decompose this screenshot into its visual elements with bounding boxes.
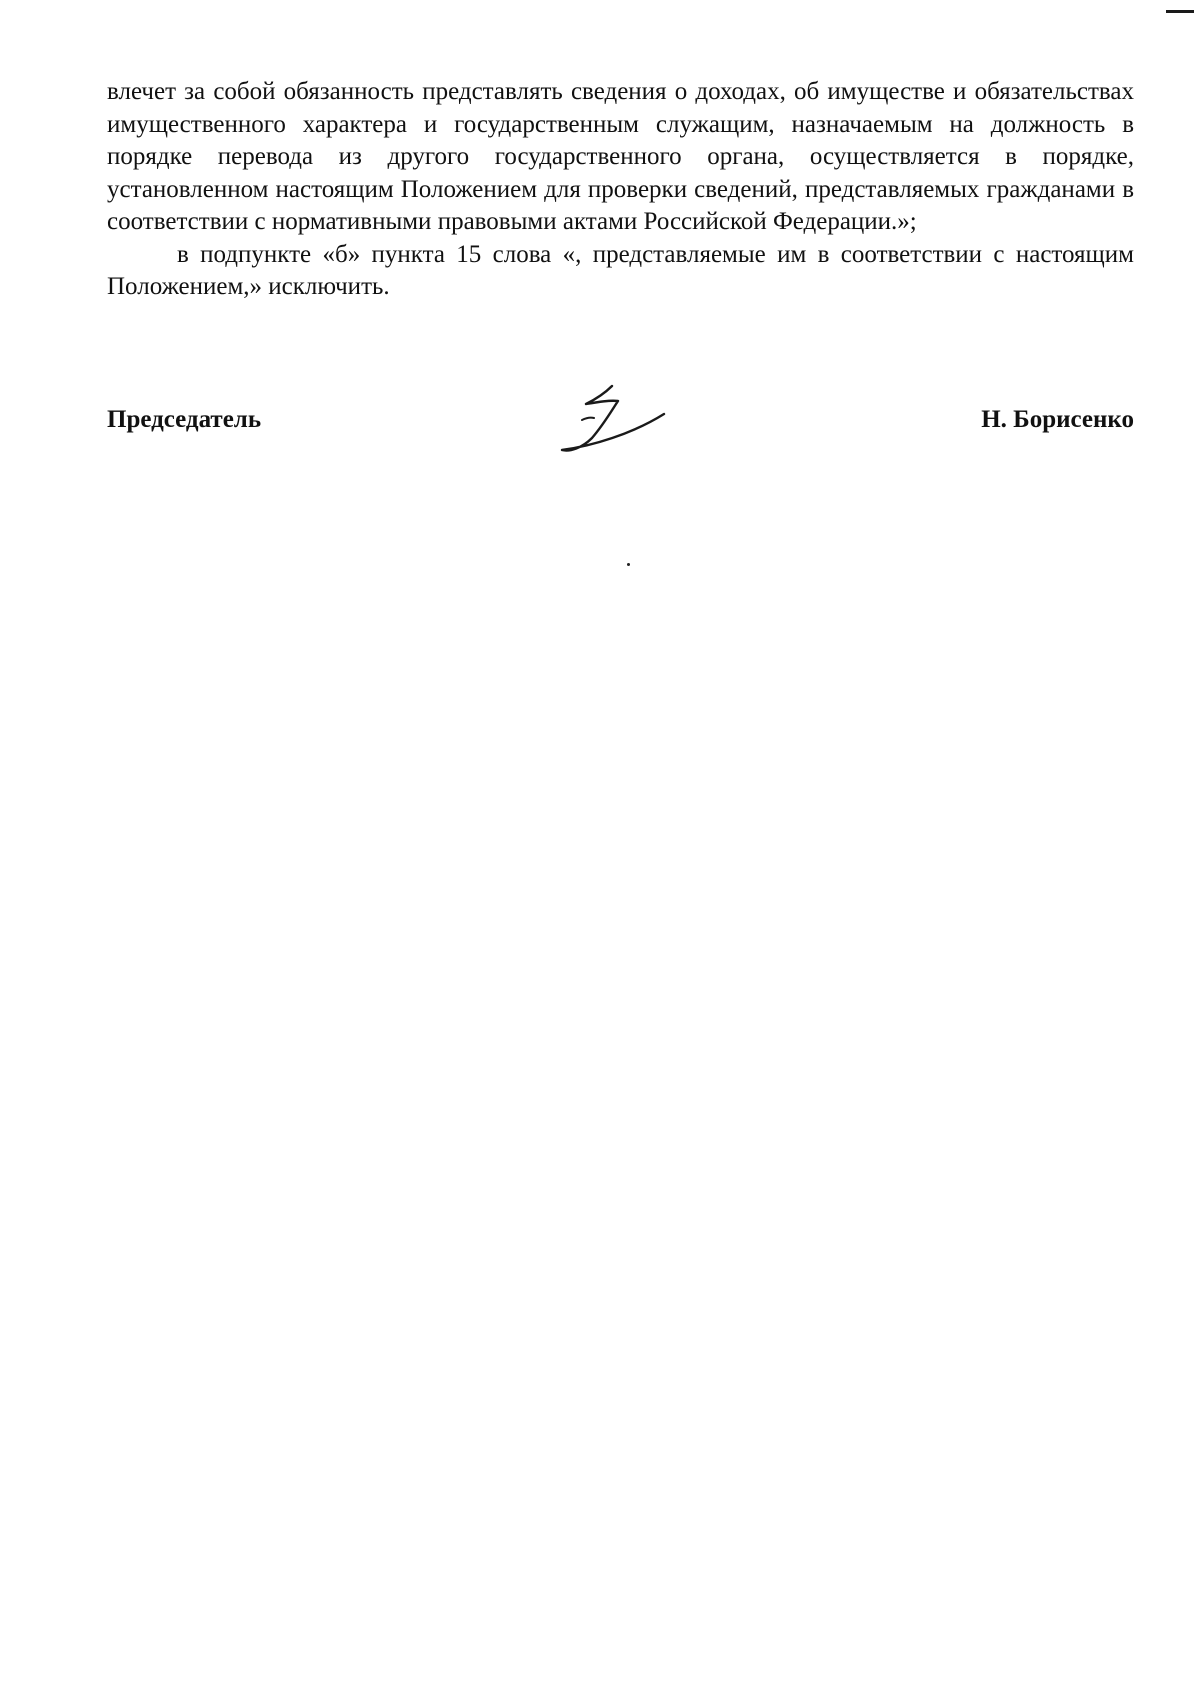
- document-body: [107, 76, 1134, 304]
- page-edge-mark: [1166, 10, 1194, 13]
- handwritten-signature: [552, 380, 682, 458]
- signatory-name: Н. Борисенко: [981, 406, 1134, 433]
- signatory-title: Председатель: [107, 406, 262, 433]
- paragraph-continuation: влечет за собой обязанность представлять сведения о доходах, об имуществе и обязательствах имущественного характера и государственным служащим, назначаемым на должность в порядке перевода из другого государственного органа, осуществляется в порядке, установленном настоящим Положением для проверки сведений, представляемых гражданами в соответствии с нормативными правовыми актами Российской Федерации.»;: [107, 78, 1134, 235]
- paragraph-amendment: в подпункте «б» пункта 15 слова «, представляемые им в соответствии с настоящим Положением,» исключить.: [107, 240, 1134, 300]
- signature-block: [107, 380, 1134, 460]
- scan-speck: [627, 563, 630, 566]
